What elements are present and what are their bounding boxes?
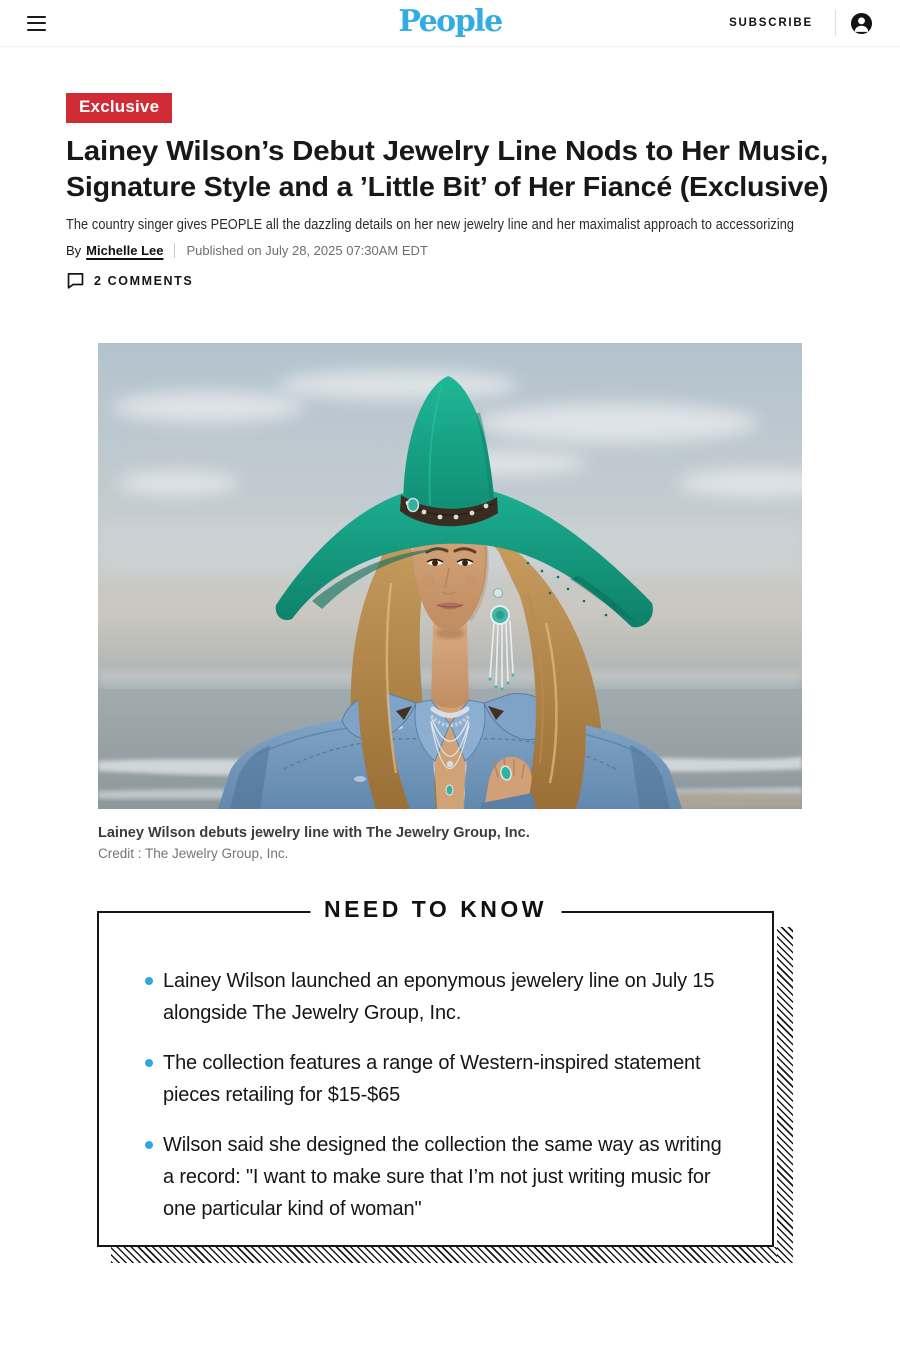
hatch-shadow-right (777, 927, 793, 1263)
menu-button[interactable] (27, 16, 46, 31)
account-icon (850, 12, 873, 35)
need-to-know-title: NEED TO KNOW (310, 896, 561, 923)
exclusive-badge: Exclusive (66, 93, 172, 123)
comments-link[interactable] (66, 272, 193, 289)
need-to-know-box (97, 896, 774, 1247)
author-link[interactable]: Michelle Lee (86, 243, 164, 258)
hamburger-icon (27, 16, 46, 18)
header-divider (835, 10, 836, 36)
comment-icon (66, 272, 85, 289)
article-title (66, 133, 834, 205)
need-to-know-bullet: The collection features a range of Western-inspired statement pieces retailing for $15-$65 (145, 1047, 736, 1111)
article-title-line-1: Lainey Wilson’s Debut Jewelry Line Nods to Her Music, (66, 135, 829, 166)
published-date: Published on July 28, 2025 07:30AM EDT (186, 243, 428, 258)
byline-prefix: By (66, 243, 82, 258)
comments-label: 2 COMMENTS (94, 273, 194, 288)
hatch-shadow-bottom (111, 1247, 777, 1263)
byline (66, 243, 834, 258)
byline-divider (174, 243, 175, 258)
need-to-know-bullet: Wilson said she designed the collection the same way as writing a record: "I want to make sure that I’m not just writing music for one particular kind of woman" (145, 1129, 736, 1225)
need-to-know-list (99, 913, 772, 1245)
article (0, 47, 900, 1247)
hero-image (98, 343, 802, 809)
image-caption: Lainey Wilson debuts jewelry line with The Jewelry Group, Inc. (98, 825, 530, 841)
account-button[interactable] (850, 12, 873, 35)
image-credit: Credit : The Jewelry Group, Inc. (98, 846, 289, 861)
need-to-know-bullet: Lainey Wilson launched an eponymous jewelery line on July 15 alongside The Jewelry Group, Inc. (145, 965, 736, 1029)
subscribe-button[interactable]: SUBSCRIBE (723, 16, 819, 30)
hero-figcaption (98, 825, 802, 861)
article-title-line-2: Signature Style and a ’Little Bit’ of Her Fiancé (Exclusive) (66, 171, 829, 202)
header-actions (723, 10, 873, 36)
brand-logo[interactable]: People (398, 4, 502, 40)
hero-figure (98, 343, 802, 861)
article-subtitle: The country singer gives PEOPLE all the dazzling details on her new jewelry line and her maximalist approach to accessorizing (66, 217, 795, 233)
app-header (0, 0, 900, 47)
